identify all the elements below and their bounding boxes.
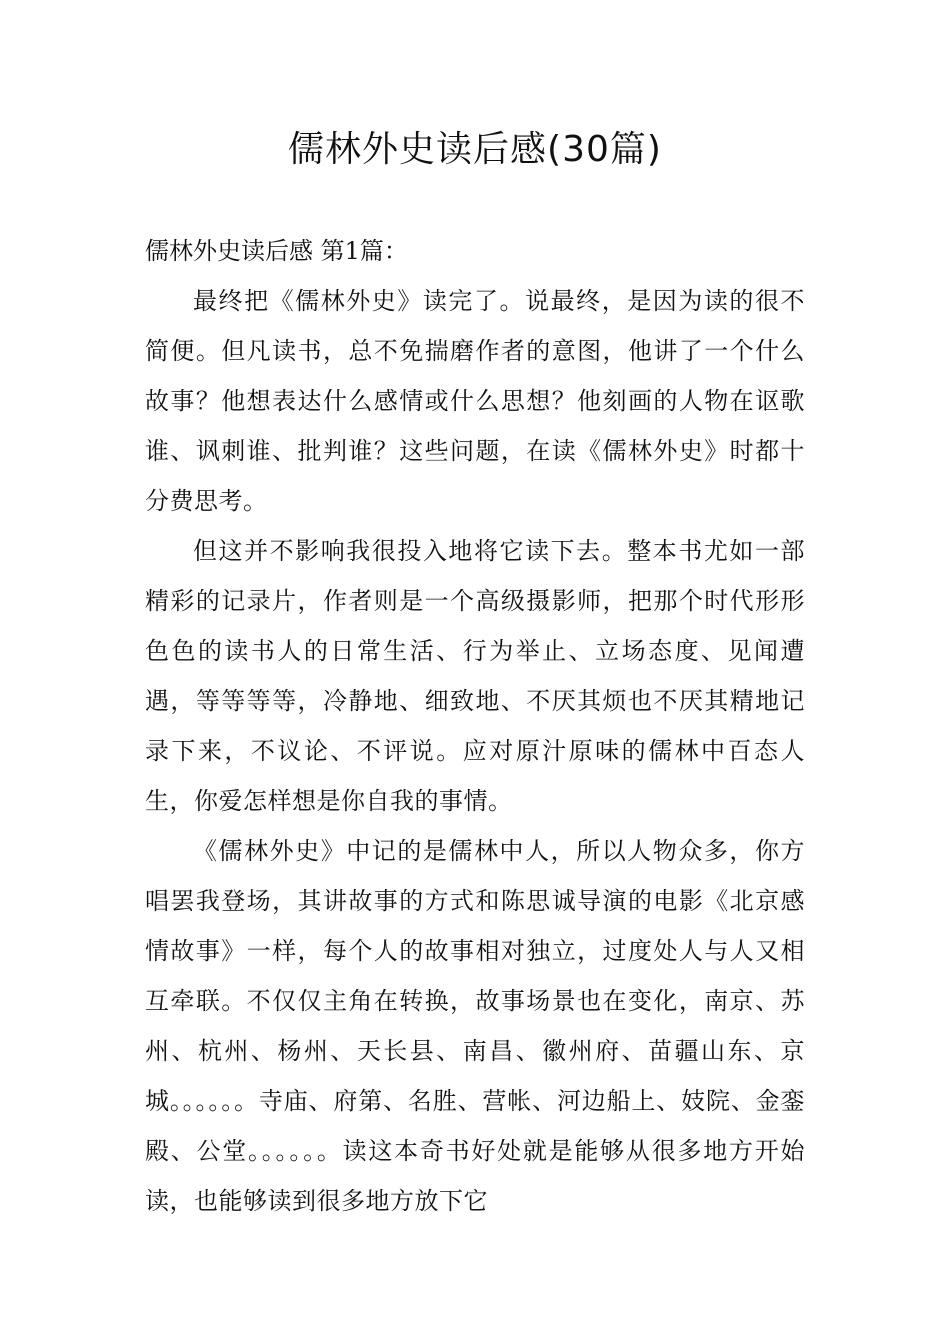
document-title: 儒林外史读后感(30篇) — [288, 129, 662, 170]
section-label: 儒林外史读后感 第1篇： — [145, 237, 408, 265]
paragraph-1: 最终把《儒林外史》读完了。说最终，是因为读的很不简便。但凡读书，总不免揣磨作者的意图，他讲了一个什么故事？他想表达什么感情或什么思想？他刻画的人物在讴歌谁、讽刺谁、批判谁？这些问题，在读《儒林外史》时都十分费思考。 — [145, 287, 805, 515]
document-body — [145, 226, 805, 1226]
paragraph-2: 但这并不影响我很投入地将它读下去。整本书尤如一部精彩的记录片，作者则是一个高级摄影师，把那个时代形形色色的读书人的日常生活、行为举止、立场态度、见闻遭遇，等等等等，冷静地、细致地、不厌其烦也不厌其精地记录下来，不议论、不评说。应对原汁原味的儒林中百态人生，你爱怎样想是你自我的事情。 — [145, 537, 805, 815]
paragraph-3: 《儒林外史》中记的是儒林中人，所以人物众多，你方唱罢我登场，其讲故事的方式和陈思诚导演的电影《北京感情故事》一样，每个人的故事相对独立，过度处人与人又相互牵联。不仅仅主角在转换，故事场景也在变化，南京、苏州、杭州、杨州、天长县、南昌、徽州府、苗疆山东、京城。。。。。。寺庙、府第、名胜、营帐、河边船上、妓院、金銮殿、公堂。。。。。。读这本奇书好处就是能够从很多地方开始读，也能够读到很多地方放下它 — [145, 837, 805, 1215]
